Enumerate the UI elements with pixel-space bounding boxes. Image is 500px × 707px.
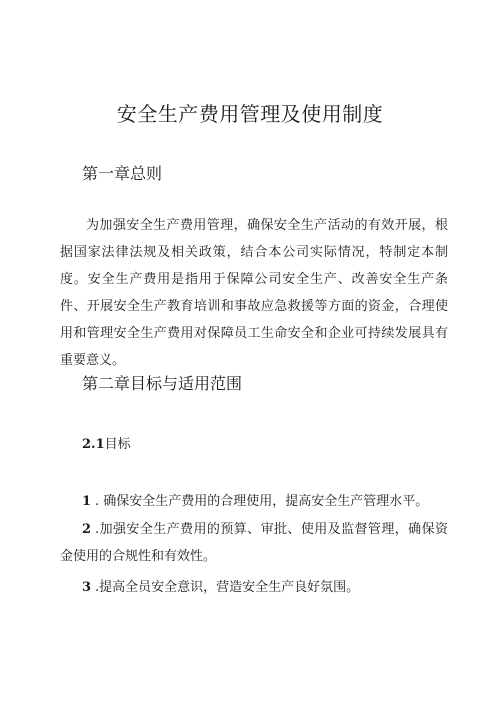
list-item	[60, 574, 448, 601]
list-item-text: . 确保安全生产费用的合理使用，提高安全生产管理水平。	[95, 494, 429, 509]
list-item-text: .提高全员安全意识，营造安全生产良好氛围。	[95, 580, 360, 595]
section-number: 2.1	[82, 437, 105, 452]
list-item-number: 3	[82, 580, 92, 595]
list-item-number: 1	[82, 494, 92, 509]
list-item	[60, 516, 448, 570]
list-item	[60, 488, 448, 515]
list-item-text: .加强安全生产费用的预算、审批、使用及监督管理，确保资金使用的合规性和有效性。	[60, 522, 448, 564]
chapter-2-heading: 第二章目标与适用范围	[82, 374, 243, 393]
chapter-1-paragraph: 为加强安全生产费用管理，确保安全生产活动的有效开展，根据国家法律法规及相关政策，结合本公司实际情况，特制定本制度。安全生产费用是指用于保障公司安全生产、改善安全生产条件、开展安全生产教育培训和事故应急救援等方面的资金，合理使用和管理安全生产费用对保障员工生命安全和企业可持续发展具有重要意义。	[60, 218, 448, 368]
section-title: 目标	[104, 437, 131, 452]
document-title: 安全生产费用管理及使用制度	[116, 102, 384, 126]
section-2-1-heading	[82, 436, 131, 454]
chapter-1-heading: 第一章总则	[82, 164, 163, 183]
list-item-number: 2	[82, 522, 92, 537]
